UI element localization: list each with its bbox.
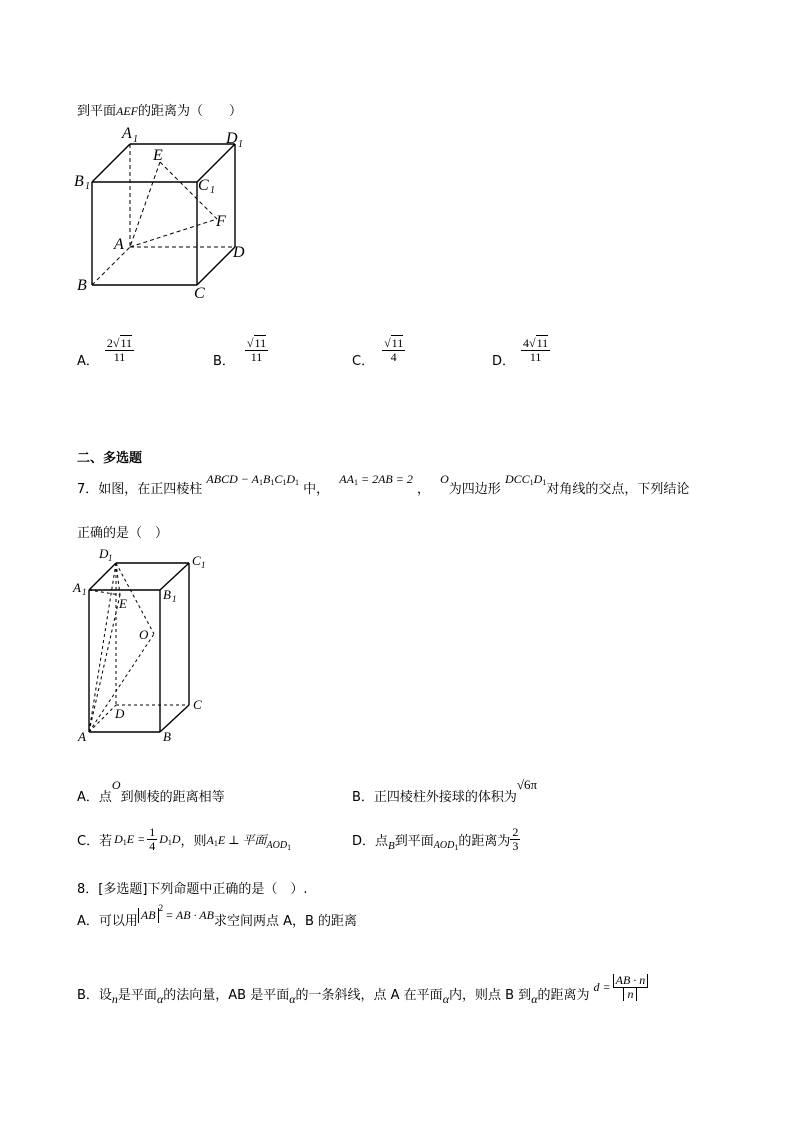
- label-C: C: [194, 285, 205, 300]
- label-A1: A: [73, 580, 81, 595]
- label-A1: A: [122, 125, 132, 142]
- q7-option-d[interactable]: D．点 B 到平面 $AOD_1$ 的距离为 $\frac{2}{3}$: [352, 825, 519, 853]
- prism-figure: [72, 545, 212, 745]
- label-O: O: [139, 627, 149, 642]
- svg-text:1: 1: [108, 553, 113, 563]
- label-D1: D: [226, 130, 238, 147]
- label-B1: B: [74, 173, 84, 190]
- svg-text:1: 1: [210, 185, 215, 196]
- label-E: E: [153, 147, 163, 164]
- label-C1: C: [192, 553, 201, 568]
- label-A: A: [114, 236, 124, 253]
- label-C1: C: [198, 177, 209, 194]
- plane-aef: AEF: [116, 104, 139, 118]
- q6-option-c[interactable]: C． $\frac{√11}{4}$: [352, 336, 404, 369]
- label-E: E: [119, 596, 127, 611]
- label-F: F: [216, 213, 226, 230]
- q7-option-a[interactable]: A．点O到侧棱的距离相等: [77, 778, 225, 805]
- svg-text:1: 1: [201, 560, 206, 570]
- label-C: C: [193, 697, 202, 712]
- svg-text:1: 1: [82, 587, 87, 597]
- q6-option-d[interactable]: D． $\frac{4√11}{11}$: [492, 336, 549, 369]
- section-title-multiple-choice: 二、多选题: [77, 451, 143, 466]
- label-B: B: [77, 277, 87, 294]
- q7-option-c[interactable]: C．若 $D_1E$ = $\frac{1}{4}$ $D_1D$ ，则 $A_1E$ ⊥ 平面 $AOD_1$: [77, 825, 292, 853]
- q7-stem-line2: 正确的是（ ）: [77, 526, 169, 541]
- q6-option-b[interactable]: B． $\frac{√11}{11}$: [213, 336, 267, 369]
- q8-stem: 8．[多选题]下列命题中正确的是（ ）.: [77, 882, 308, 897]
- svg-text:1: 1: [172, 594, 177, 604]
- label-D: D: [233, 244, 245, 261]
- svg-text:1: 1: [133, 134, 138, 145]
- svg-text:1: 1: [238, 139, 243, 150]
- q6-stem: 到平面AEF的距离为（ ）: [77, 104, 243, 119]
- label-B: B: [163, 729, 171, 744]
- q7-stem: 7．如图，在正四棱柱 ABCD − $A_1B_1C_1D_1$ 中， $AA_1 = 2AB = 2$ ， O为四边形 $DCC_1D_1$对角线的交点，下列结论: [77, 472, 690, 497]
- cube-figure: [70, 125, 260, 300]
- label-B1: B: [163, 587, 171, 602]
- q6-option-a[interactable]: A． $\frac{2√11}{11}$: [77, 336, 133, 369]
- q8-option-a[interactable]: A．可以用 AB 2 = AB · AB 求空间两点 A，B 的距离: [77, 902, 358, 929]
- q7-option-b[interactable]: B．正四棱柱外接球的体积为√6π: [352, 777, 538, 805]
- label-D1: D: [99, 546, 109, 561]
- label-D: D: [115, 706, 125, 721]
- label-A: A: [78, 729, 86, 744]
- svg-text:1: 1: [85, 181, 90, 192]
- q8-option-b[interactable]: B．设 n 是平面 α 的法向量，AB 是平面 α 的一条斜线，点 A 在平面 α 内，则点 B 到 α 的距离为 d = $\frac{AB \cdot n}{n}$: [77, 980, 648, 1007]
